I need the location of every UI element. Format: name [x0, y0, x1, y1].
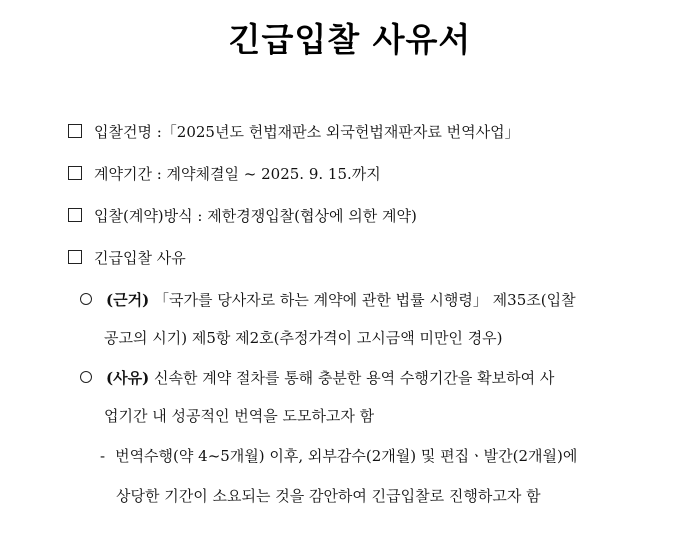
basis-text-2: 공고의 시기) 제5항 제2호(추정가격이 고시금액 미만인 경우) — [104, 329, 503, 347]
basis-tag: (근거) — [106, 291, 150, 309]
basis-text-1: 「국가를 당사자로 하는 계약에 관한 법률 시행령」 제35조(입찰 — [153, 291, 576, 309]
basis-line-1 — [80, 290, 576, 310]
item-bid-name — [68, 122, 520, 142]
checkbox-square-icon — [68, 166, 82, 180]
circle-bullet-icon — [80, 371, 92, 383]
detail-text-2: 상당한 기간이 소요되는 것을 감안하여 긴급입찰로 진행하고자 함 — [116, 487, 541, 505]
reason-line-1 — [80, 368, 554, 388]
bid-method-text: 입찰(계약)방식 : 제한경쟁입찰(협상에 의한 계약) — [94, 207, 417, 225]
contract-period-text: 계약기간 : 계약체결일 ~ 2025. 9. 15.까지 — [94, 165, 381, 183]
dash-bullet: - — [100, 447, 106, 465]
item-contract-period — [68, 164, 381, 184]
reason-text-1: 신속한 계약 절차를 통해 충분한 용역 수행기간을 확보하여 사 — [153, 369, 555, 387]
bid-name-text: 입찰건명 :「2025년도 헌법재판소 외국헌법재판자료 번역사업」 — [94, 123, 520, 141]
detail-line-2 — [116, 486, 541, 506]
circle-bullet-icon — [80, 293, 92, 305]
reason-tag: (사유) — [106, 369, 150, 387]
document-title: 긴급입찰 사유서 — [228, 20, 472, 59]
checkbox-square-icon — [68, 250, 82, 264]
reason-heading-text: 긴급입찰 사유 — [94, 249, 186, 267]
item-bid-method — [68, 206, 417, 226]
checkbox-square-icon — [68, 208, 82, 222]
reason-text-2: 업기간 내 성공적인 번역을 도모하고자 함 — [104, 407, 375, 425]
basis-line-2 — [104, 328, 503, 348]
reason-line-2 — [104, 406, 374, 426]
detail-text-1: 번역수행(약 4~5개월) 이후, 외부감수(2개월) 및 편집ㆍ발간(2개월)에 — [115, 447, 578, 465]
checkbox-square-icon — [68, 124, 82, 138]
detail-line-1 — [100, 446, 577, 466]
item-reason-heading — [68, 248, 186, 268]
